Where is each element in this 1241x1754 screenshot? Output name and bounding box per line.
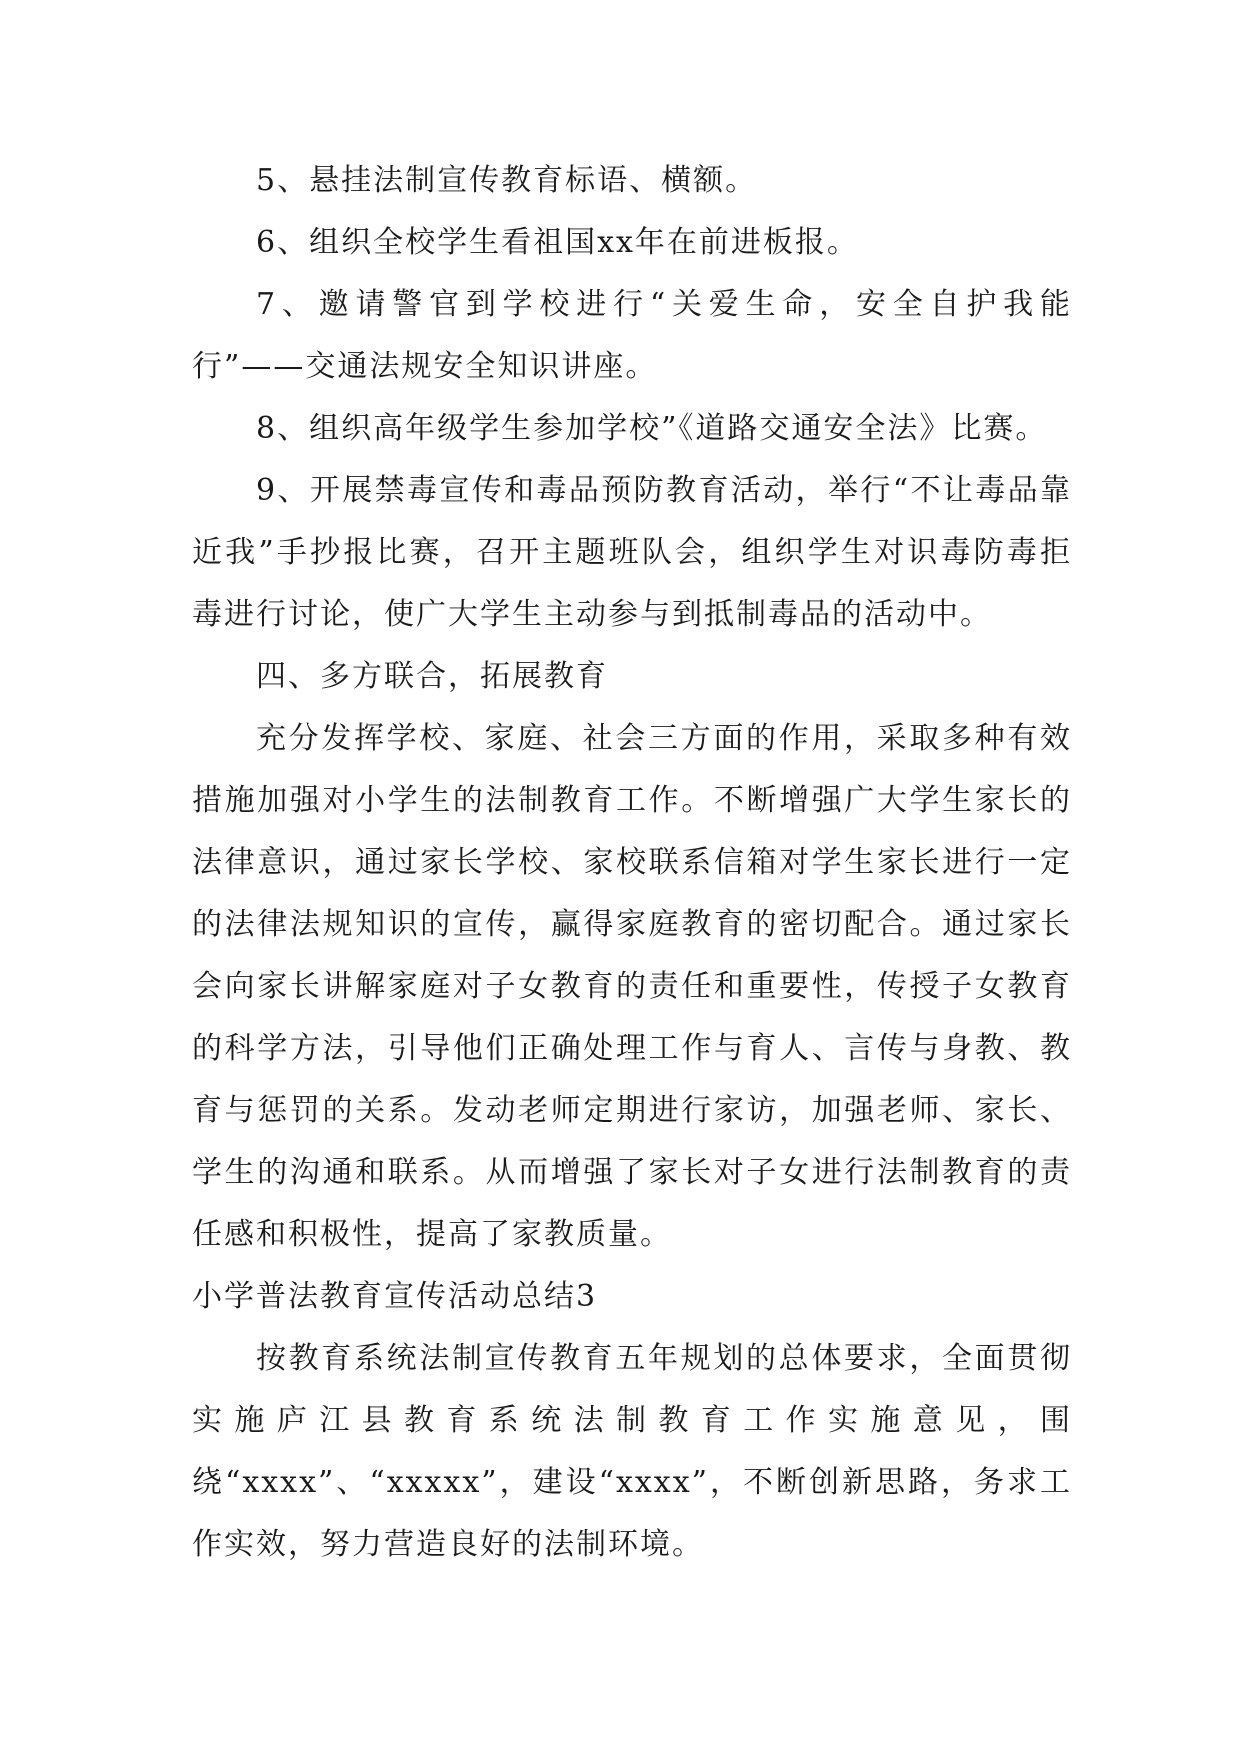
list-item-6: 6、组织全校学生看祖国xx年在前进板报。	[256, 225, 859, 260]
section-4-paragraph: 充分发挥学校、家庭、社会三方面的作用，采取多种有效措施加强对小学生的法制教育工作。不断增强广大学生家长的法律意识，通过家长学校、家校联系信箱对学生家长进行一定的法律法规知识的宣传，赢得家庭教育的密切配合。通过家长会向家长讲解家庭对子女教育的责任和重要性，传授子女教育的科学方法，引导他们正确处理工作与育人、言传与身教、教育与惩罚的关系。发动老师定期进行家访，加强老师、家长、学生的沟通和联系。从而增强了家长对子女进行法制教育的责任感和积极性，提高了家教质量。	[192, 721, 1072, 1252]
list-item-7: 7、邀请警官到学校进行“关爱生命，安全自护我能行”——交通法规安全知识讲座。	[192, 287, 1072, 384]
list-item-5: 5、悬挂法制宣传教育标语、横额。	[256, 163, 758, 198]
section-heading-4: 四、多方联合，拓展教育	[256, 659, 608, 694]
list-item-9: 9、开展禁毒宣传和毒品预防教育活动，举行“不让毒品靠近我”手抄报比赛，召开主题班队会，组织学生对识毒防毒拒毒进行讨论，使广大学生主动参与到抵制毒品的活动中。	[192, 473, 1072, 632]
summary-3-intro: 按教育系统法制宣传教育五年规划的总体要求，全面贯彻实施庐江县教育系统法制教育工作实施意见，围绕“xxxx”、“xxxxx”，建设“xxxx”，不断创新思路，务求工作实效，努力营造良好的法制环境。	[192, 1341, 1072, 1562]
list-item-8: 8、组织高年级学生参加学校”《道路交通安全法》比赛。	[256, 411, 1048, 446]
document-body	[192, 150, 1072, 1576]
summary-3-title: 小学普法教育宣传活动总结3	[192, 1279, 598, 1314]
